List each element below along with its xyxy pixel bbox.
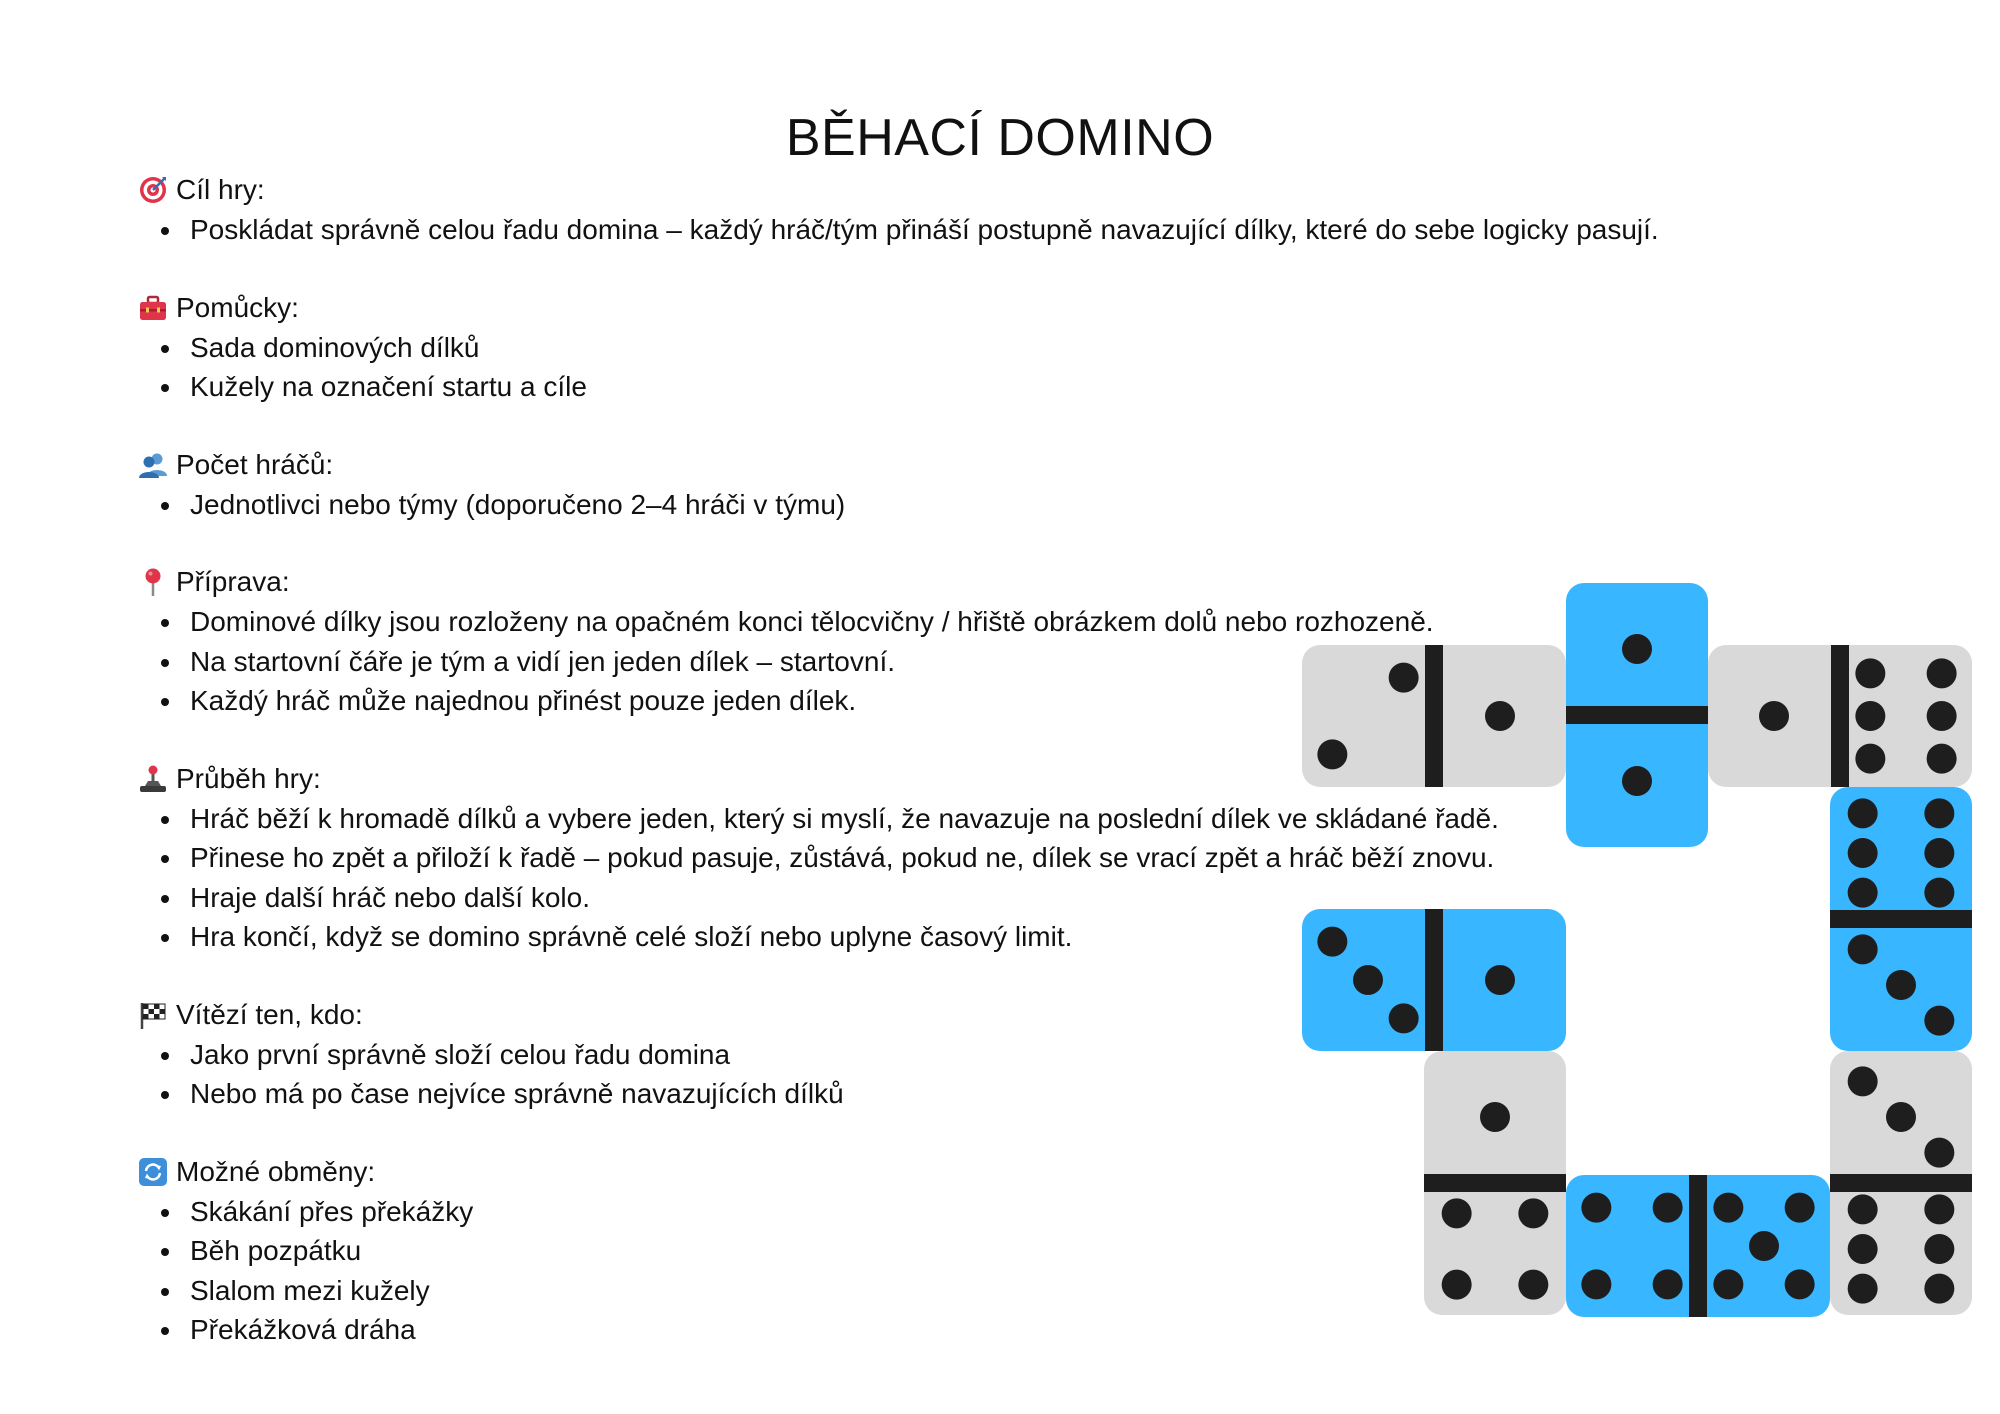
item-list — [138, 210, 1738, 250]
domino-pip — [1855, 701, 1885, 731]
list-item: Přinese ho zpět a přiloží k řadě – pokud pasuje, zůstává, pokud ne, dílek se vrací zpět a hráč běží znovu. — [138, 838, 1738, 878]
item-list — [138, 485, 1738, 525]
domino-pip — [1855, 744, 1885, 774]
item-list — [138, 602, 1738, 721]
page-title: BĚHACÍ DOMINO — [785, 109, 1215, 167]
domino-pip — [1848, 934, 1878, 964]
item-list — [138, 328, 1738, 407]
domino-tile — [1830, 1051, 1972, 1315]
domino-pip — [1848, 1274, 1878, 1304]
section-heading: Pomůcky: — [176, 291, 299, 323]
domino-pip — [1924, 1274, 1954, 1304]
list-item: Nebo má po čase nejvíce správně navazujících dílků — [138, 1074, 1738, 1114]
domino-pip — [1886, 1102, 1916, 1132]
domino-pip — [1924, 1006, 1954, 1036]
domino-pip — [1924, 878, 1954, 908]
list-item: Běh pozpátku — [138, 1231, 1738, 1271]
item-list — [138, 1192, 1738, 1350]
domino-pip — [1924, 798, 1954, 828]
domino-pip — [1848, 878, 1878, 908]
domino-pip — [1855, 658, 1885, 688]
joystick-icon — [138, 764, 168, 794]
domino-pip — [1927, 658, 1957, 688]
section-heading: Příprava: — [176, 566, 290, 597]
domino-pip — [1924, 1194, 1954, 1224]
list-item: Slalom mezi kužely — [138, 1271, 1738, 1311]
domino-pip — [1927, 744, 1957, 774]
section-heading: Cíl hry: — [176, 174, 265, 205]
item-list — [138, 799, 1738, 957]
section-heading: Počet hráčů: — [176, 448, 334, 480]
section-heading: Průběh hry: — [176, 762, 321, 794]
section-goal — [138, 170, 1738, 250]
domino-tile — [1830, 787, 1972, 1051]
section-winner — [138, 995, 1738, 1114]
domino-pip — [1848, 798, 1878, 828]
list-item: Každý hráč může najednou přinést pouze jeden dílek. — [138, 681, 1738, 721]
toolbox-icon — [138, 293, 168, 323]
checkered-flag-icon — [138, 1000, 168, 1030]
list-item: Jako první správně složí celou řadu domina — [138, 1035, 1738, 1075]
domino-pip — [1785, 1193, 1815, 1223]
list-item: Poskládat správně celou řadu domina – každý hráč/tým přináší postupně navazující dílky, které do sebe logicky pasují. — [138, 210, 1738, 250]
section-heading: Vítězí ten, kdo: — [176, 998, 363, 1030]
domino-pip — [1785, 1269, 1815, 1299]
domino-pip — [1848, 1066, 1878, 1096]
refresh-icon — [138, 1157, 168, 1187]
domino-pip — [1924, 838, 1954, 868]
list-item: Kužely na označení startu a cíle — [138, 367, 1738, 407]
section-players — [138, 445, 1738, 525]
rules-content — [138, 170, 1738, 1388]
list-item: Hraje další hráč nebo další kolo. — [138, 878, 1738, 918]
domino-pip — [1848, 838, 1878, 868]
domino-pip — [1848, 1234, 1878, 1264]
list-item: Hráč běží k hromadě dílků a vybere jeden, který si myslí, že navazuje na poslední dílek ve skládané řadě. — [138, 799, 1738, 839]
list-item: Překážková dráha — [138, 1310, 1738, 1350]
section-preparation — [138, 562, 1738, 721]
domino-pip — [1886, 970, 1916, 1000]
domino-pip — [1749, 1231, 1779, 1261]
people-icon — [138, 450, 168, 480]
domino-pip — [1924, 1138, 1954, 1168]
item-list — [138, 1035, 1738, 1114]
section-variations — [138, 1152, 1738, 1350]
section-gameplay — [138, 759, 1738, 957]
list-item: Na startovní čáře je tým a vidí jen jeden dílek – startovní. — [138, 642, 1738, 682]
list-item: Jednotlivci nebo týmy (doporučeno 2–4 hráči v týmu) — [138, 485, 1738, 525]
domino-pip — [1848, 1194, 1878, 1224]
domino-pip — [1924, 1234, 1954, 1264]
pushpin-icon — [138, 567, 168, 597]
list-item: Hra končí, když se domino správně celé složí nebo uplyne časový limit. — [138, 917, 1738, 957]
target-icon — [138, 175, 168, 205]
list-item: Dominové dílky jsou rozloženy na opačném konci tělocvičny / hřiště obrázkem dolů nebo rozhozeně. — [138, 602, 1738, 642]
section-equipment — [138, 288, 1738, 407]
domino-pip — [1927, 701, 1957, 731]
domino-tile — [1708, 645, 1972, 787]
list-item: Sada dominových dílků — [138, 328, 1738, 368]
section-heading: Možné obměny: — [176, 1155, 376, 1187]
domino-pip — [1759, 701, 1789, 731]
list-item: Skákání přes překážky — [138, 1192, 1738, 1232]
